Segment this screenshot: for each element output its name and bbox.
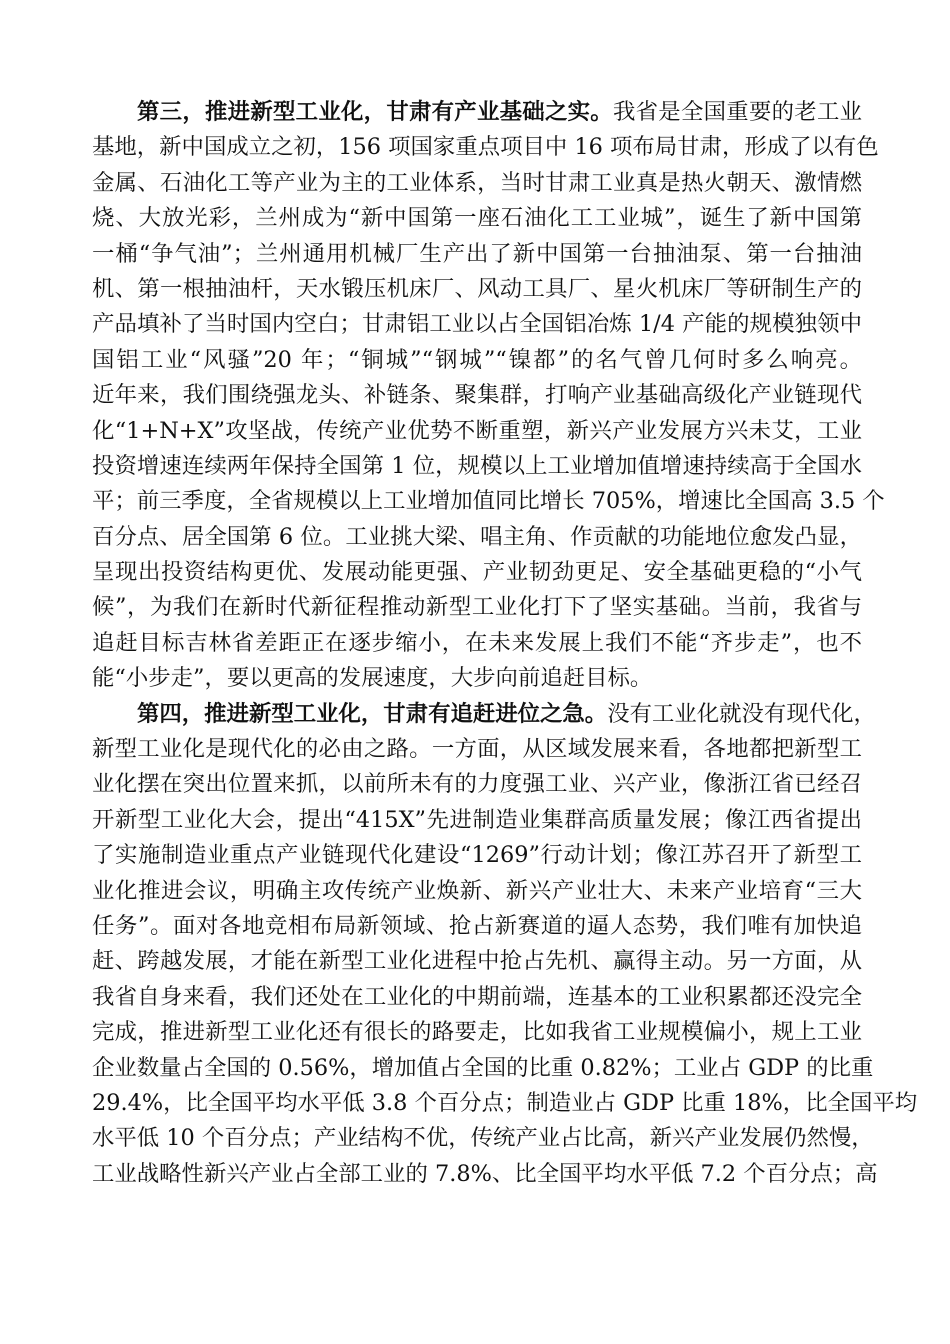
text-line: 候”，为我们在新时代新征程推动新型工业化打下了坚实基础。当前，我省与 bbox=[92, 594, 862, 621]
text-line: 工业战略性新兴产业占全部工业的 7.8%、比全国平均水平低 7.2 个百分点；高 bbox=[92, 1160, 878, 1187]
paragraph bbox=[92, 95, 885, 697]
paragraph-text: 我省是全国重要的老工业 bbox=[612, 99, 863, 125]
text-line: 业化摆在突出位置来抓，以前所未有的力度强工业、兴产业，像浙江省已经召 bbox=[92, 771, 862, 798]
text-line: 企业数量占全国的 0.56%，增加值占全国的比重 0.82%；工业占 GDP 的比重 bbox=[92, 1054, 874, 1081]
text-line: 开新型工业化大会，提出“415X”先进制造业集群高质量发展；像江西省提出 bbox=[92, 806, 862, 833]
text-line: 了实施制造业重点产业链现代化建设“1269”行动计划；像江苏召开了新型工 bbox=[92, 842, 862, 869]
text-line: 业化推进会议，明确主攻传统产业焕新、新兴产业壮大、未来产业培育“三大 bbox=[92, 877, 862, 904]
paragraph-lead-heading: 第四，推进新型工业化，甘肃有追赶进位之急。 bbox=[137, 700, 608, 727]
text-line: 百分点、居全国第 6 位。工业挑大梁、唱主角、作贡献的功能地位愈发凸显， bbox=[92, 523, 862, 550]
text-line: 我省自身来看，我们还处在工业化的中期前端，连基本的工业积累都还没完全 bbox=[92, 983, 862, 1010]
document-page bbox=[92, 95, 918, 1192]
text-line: 呈现出投资结构更优、发展动能更强、产业韧劲更足、安全基础更稳的“小气 bbox=[92, 559, 862, 586]
text-line: 金属、石油化工等产业为主的工业体系，当时甘肃工业真是热火朝天、激情燃 bbox=[92, 169, 862, 196]
paragraph-first-line bbox=[92, 95, 862, 130]
text-line: 化“1+N+X”攻坚战，传统产业优势不断重塑，新兴产业发展方兴未艾，工业 bbox=[92, 417, 862, 444]
text-line: 一桶“争气油”；兰州通用机械厂生产出了新中国第一台抽油泵、第一台抽油 bbox=[92, 240, 862, 267]
text-line: 任务”。面对各地竞相布局新领域、抢占新赛道的逼人态势，我们唯有加快追 bbox=[92, 912, 862, 939]
text-line: 近年来，我们围绕强龙头、补链条、聚集群，打响产业基础高级化产业链现代 bbox=[92, 382, 862, 409]
text-line: 基地，新中国成立之初，156 项国家重点项目中 16 项布局甘肃，形成了以有色 bbox=[92, 134, 879, 161]
paragraph-lead-heading: 第三，推进新型工业化，甘肃有产业基础之实。 bbox=[137, 99, 613, 125]
text-line: 能“小步走”，要以更高的发展速度，大步向前追赶目标。 bbox=[92, 665, 653, 692]
paragraph-text: 没有工业化就没有现代化， bbox=[607, 700, 876, 727]
text-line: 国铝工业“风骚”20 年；“铜城”“钢城”“镍都”的名气曾几何时多么响亮。 bbox=[92, 346, 862, 373]
text-line: 赶、跨越发展，才能在新型工业化进程中抢占先机、赢得主动。另一方面，从 bbox=[92, 948, 862, 975]
text-line: 平；前三季度，全省规模以上工业增加值同比增长 705%，增速比全国高 3.5 个 bbox=[92, 488, 885, 515]
text-line: 机、第一根抽油杆，天水锻压机床厂、风动工具厂、星火机床厂等研制生产的 bbox=[92, 275, 862, 302]
text-line: 烧、大放光彩，兰州成为“新中国第一座石油化工工业城”，诞生了新中国第 bbox=[92, 205, 862, 232]
paragraph-first-line bbox=[92, 697, 876, 732]
text-line: 新型工业化是现代化的必由之路。一方面，从区域发展来看，各地都把新型工 bbox=[92, 736, 862, 763]
text-line: 完成，推进新型工业化还有很长的路要走，比如我省工业规模偏小，规上工业 bbox=[92, 1019, 862, 1046]
paragraph bbox=[92, 697, 918, 1192]
text-line: 水平低 10 个百分点；产业结构不优，传统产业占比高，新兴产业发展仍然慢， bbox=[92, 1125, 874, 1152]
text-line: 29.4%，比全国平均水平低 3.8 个百分点；制造业占 GDP 比重 18%，比全国平均 bbox=[92, 1089, 918, 1116]
text-line: 产品填补了当时国内空白；甘肃铝工业以占全国铝冶炼 1/4 产能的规模独领中 bbox=[92, 311, 862, 338]
text-line: 投资增速连续两年保持全国第 1 位，规模以上工业增加值增速持续高于全国水 bbox=[92, 452, 862, 479]
text-line: 追赶目标吉林省差距正在逐步缩小，在未来发展上我们不能“齐步走”，也不 bbox=[92, 629, 862, 656]
